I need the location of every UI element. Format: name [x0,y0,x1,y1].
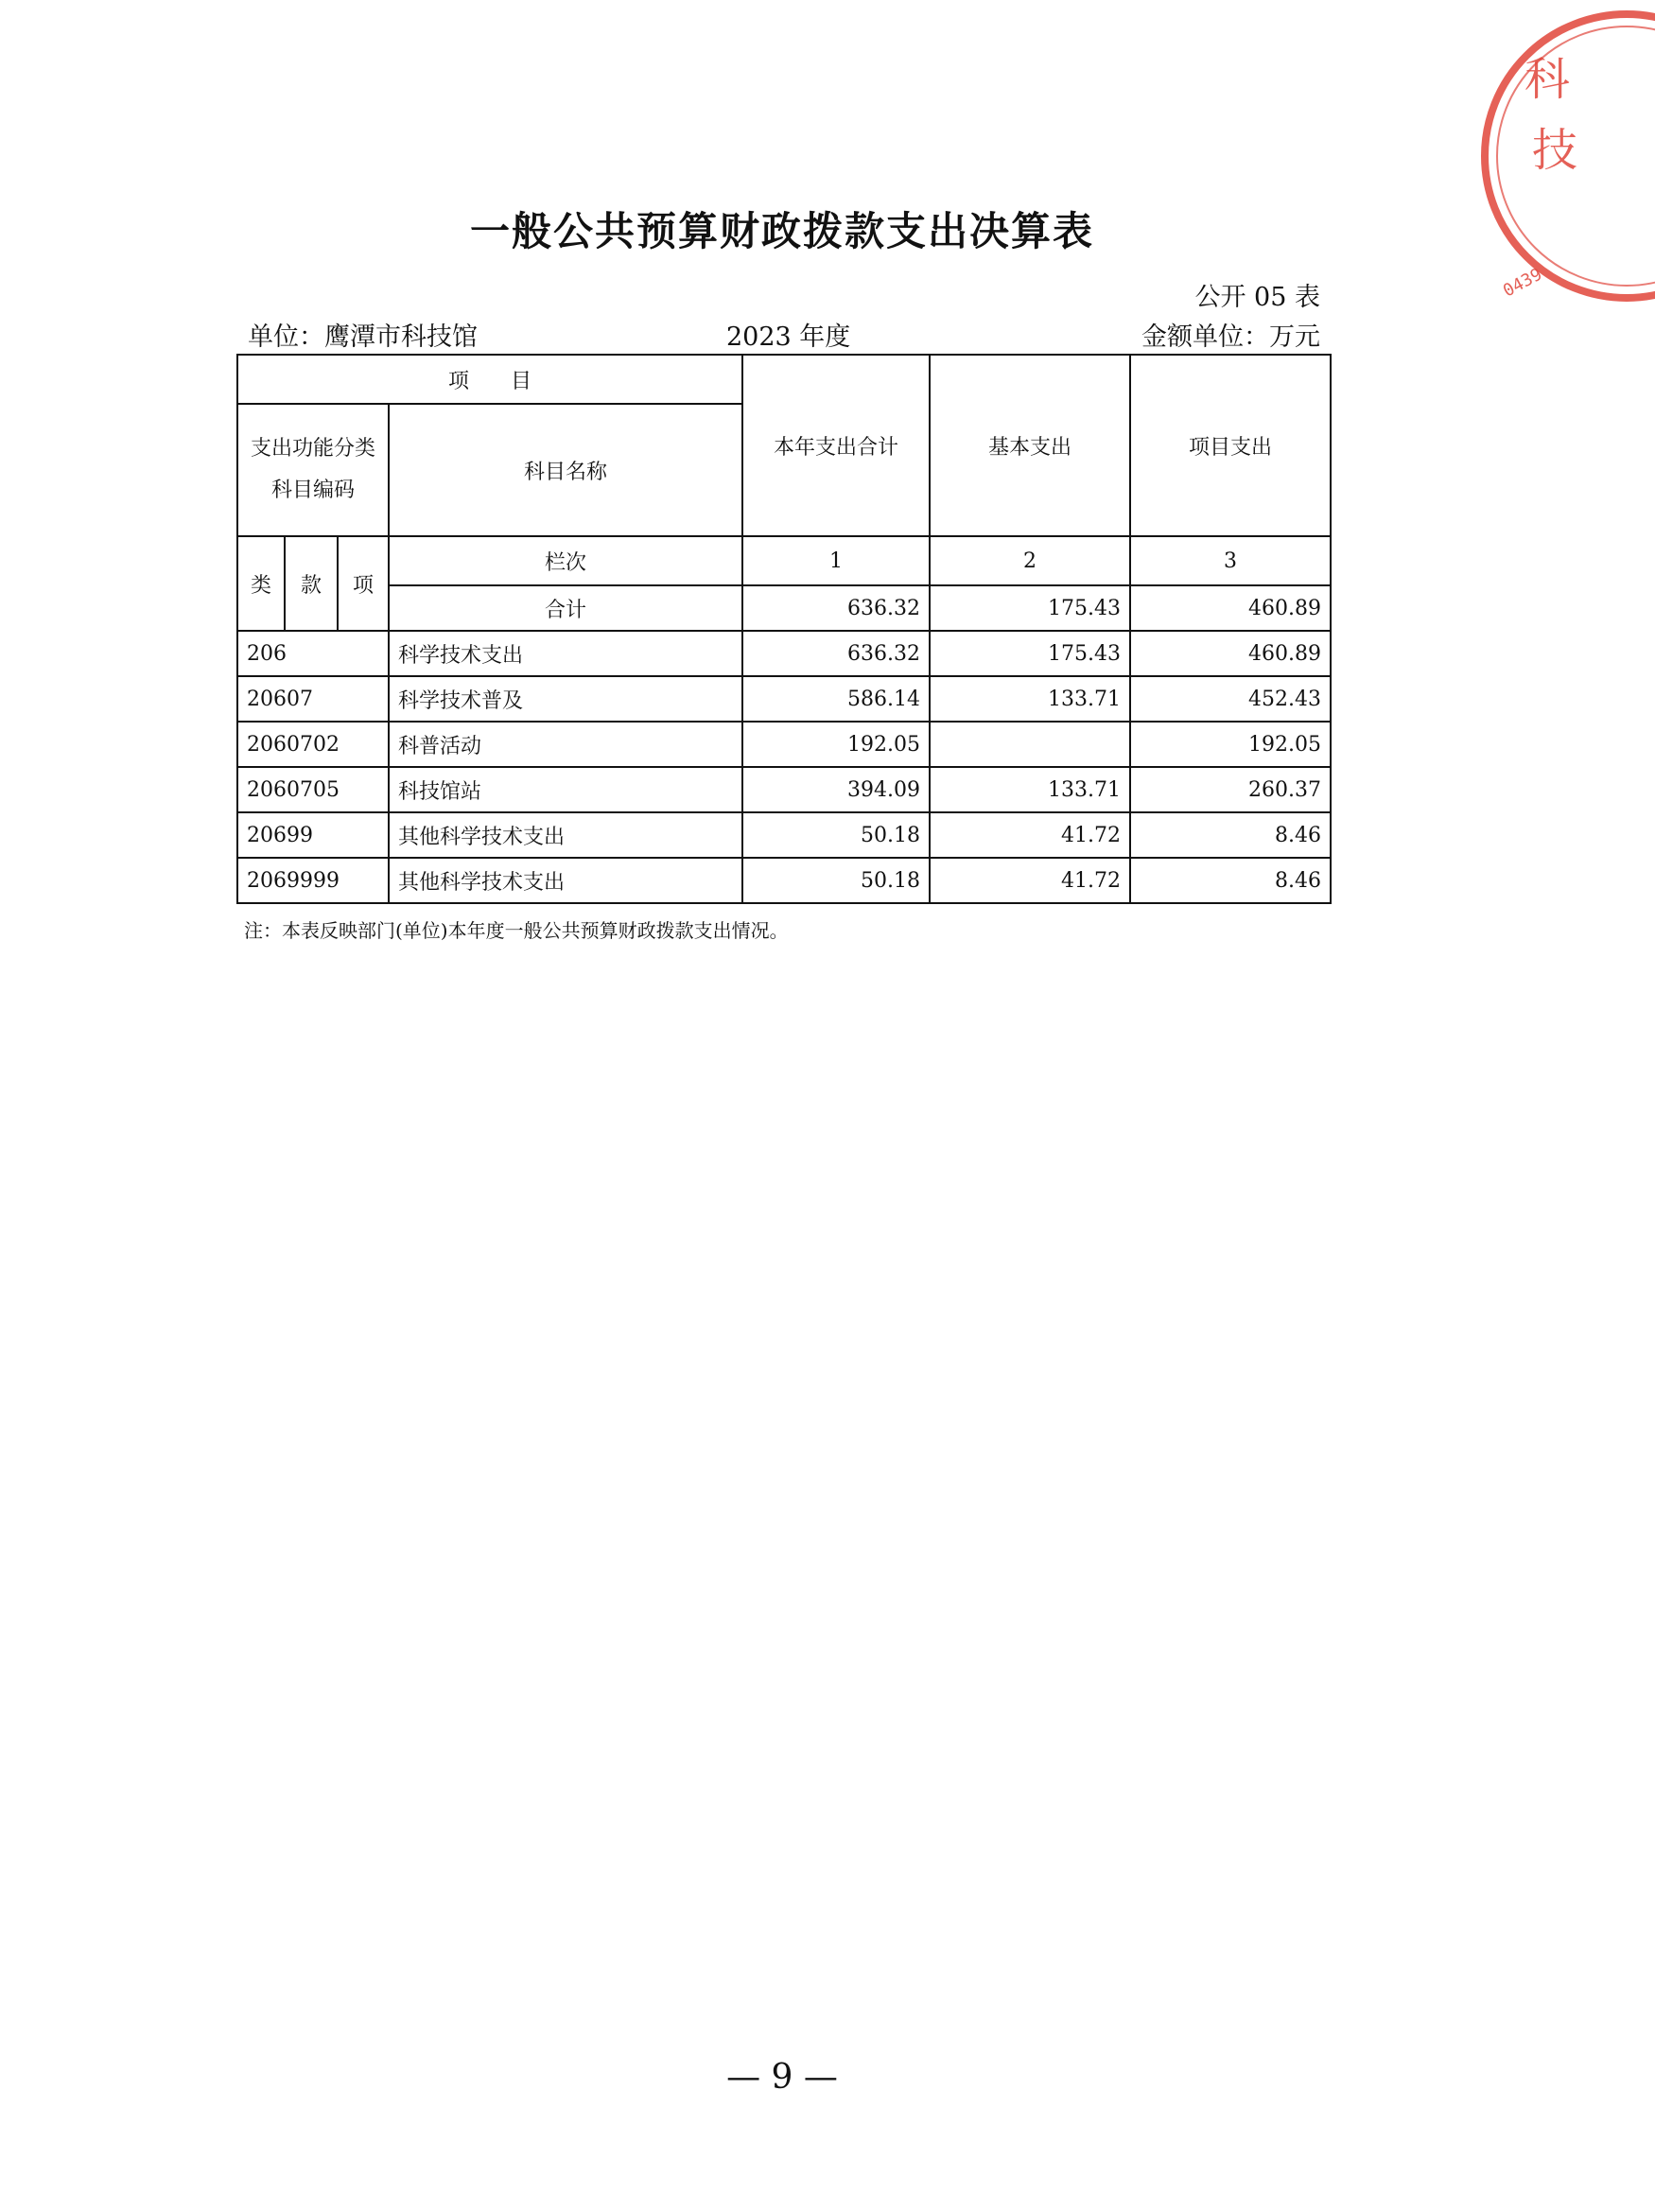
row-name: 科技馆站 [389,767,742,812]
table-meta [244,316,1320,350]
row-code: 206 [237,631,389,676]
row-project: 192.05 [1130,722,1331,767]
row-basic: 41.72 [930,812,1130,858]
seal-char: 科 [1524,53,1571,106]
header-func-code-line2: 科目编码 [270,479,355,502]
sum-basic: 175.43 [930,585,1130,631]
row-name: 其他科学技术支出 [389,812,742,858]
row-total: 586.14 [742,676,930,722]
row-project: 460.89 [1130,631,1331,676]
row-code: 2069999 [237,858,389,903]
row-basic: 41.72 [930,858,1130,903]
row-total: 192.05 [742,722,930,767]
sum-project: 460.89 [1130,585,1331,631]
row-name: 科学技术支出 [389,631,742,676]
header-basic: 基本支出 [930,355,1130,536]
header-sec: 款 [285,536,338,631]
expenditure-table [236,354,1332,904]
unit-label: 单位：鹰潭市科技馆 [248,322,478,352]
header-total: 本年支出合计 [742,355,930,536]
page-title: 一般公共预算财政拨款支出决算表 [469,208,1094,254]
row-total: 636.32 [742,631,930,676]
row-code: 20699 [237,812,389,858]
row-project: 260.37 [1130,767,1331,812]
header-item: 项 目 [237,355,742,404]
sum-label: 合计 [389,585,742,631]
row-basic [930,722,1130,767]
row-total: 50.18 [742,858,930,903]
row-project: 8.46 [1130,812,1331,858]
header-project: 项目支出 [1130,355,1331,536]
row-name: 科普活动 [389,722,742,767]
row-basic: 175.43 [930,631,1130,676]
header-subject-name: 科目名称 [389,404,742,536]
header-col-seq: 栏次 [389,536,742,585]
table-row [237,767,1331,812]
row-total: 394.09 [742,767,930,812]
header-col2: 2 [930,536,1130,585]
seal-char: 技 [1532,124,1578,177]
sum-total: 636.32 [742,585,930,631]
row-name: 其他科学技术支出 [389,858,742,903]
seal-serial: 0439 [1500,264,1546,302]
row-basic: 133.71 [930,767,1130,812]
amount-unit-label: 金额单位：万元 [1141,322,1320,352]
table-row [237,858,1331,903]
official-seal-icon [1475,0,1655,312]
row-project: 8.46 [1130,858,1331,903]
header-cat: 类 [237,536,285,631]
page-number: — 9 — [726,2058,838,2097]
header-func-code [237,404,389,536]
table-row [237,722,1331,767]
row-project: 452.43 [1130,676,1331,722]
year-label: 2023 年度 [726,322,851,352]
table-note: 注：本表反映部门(单位)本年度一般公共预算财政拨款支出情况。 [244,919,789,942]
row-basic: 133.71 [930,676,1130,722]
row-code: 2060705 [237,767,389,812]
header-itm: 项 [338,536,389,631]
table-row [237,812,1331,858]
row-total: 50.18 [742,812,930,858]
table-row [237,676,1331,722]
row-code: 2060702 [237,722,389,767]
header-col1: 1 [742,536,930,585]
form-number: 公开 05 表 [1194,283,1320,312]
row-code: 20607 [237,676,389,722]
table-row [237,631,1331,676]
header-func-code-line1: 支出功能分类 [250,437,375,461]
row-name: 科学技术普及 [389,676,742,722]
header-col3: 3 [1130,536,1331,585]
